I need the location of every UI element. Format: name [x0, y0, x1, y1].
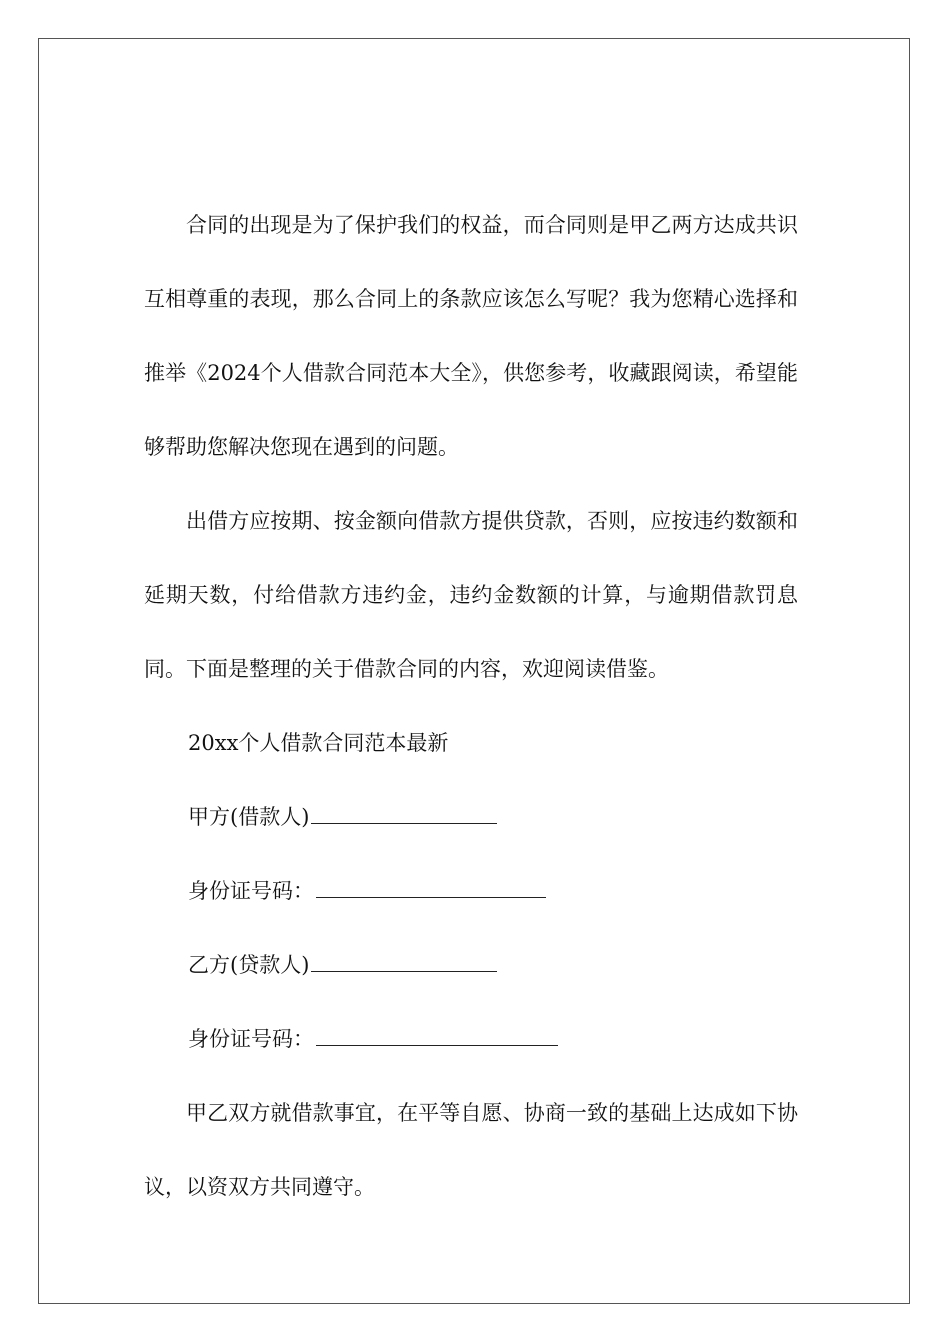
party-a-id-blank: [316, 876, 546, 898]
party-b-id-label: 身份证号码：: [188, 1027, 314, 1051]
party-a-id-line: [144, 854, 798, 928]
intro-paragraph: 合同的出现是为了保护我们的权益，而合同则是甲乙两方达成共识互相尊重的表现，那么合同上的条款应该怎么写呢？我为您精心选择和推举《2024个人借款合同范本大全》，供您参考，收藏跟阅读，希望能够帮助您解决您现在遇到的问题。: [144, 213, 798, 459]
party-a-line: [144, 780, 798, 854]
party-b-line: [144, 928, 798, 1002]
party-b-label: 乙方(贷款人): [188, 953, 310, 977]
agreement-paragraph: 甲乙双方就借款事宜，在平等自愿、协商一致的基础上达成如下协议，以资双方共同遵守。: [144, 1101, 798, 1199]
party-a-label: 甲方(借款人): [188, 805, 310, 829]
party-a-blank: [311, 802, 497, 824]
party-b-id-blank: [316, 1024, 558, 1046]
party-a-id-label: 身份证号码：: [188, 879, 314, 903]
document-body: [144, 188, 798, 1224]
lender-obligation-paragraph: 出借方应按期、按金额向借款方提供贷款，否则，应按违约数额和延期天数，付给借款方违约金，违约金数额的计算，与逾期借款罚息同。下面是整理的关于借款合同的内容，欢迎阅读借鉴。: [144, 509, 798, 681]
party-b-id-line: [144, 1002, 798, 1076]
party-b-blank: [311, 950, 497, 972]
contract-title: 20xx个人借款合同范本最新: [188, 731, 449, 755]
